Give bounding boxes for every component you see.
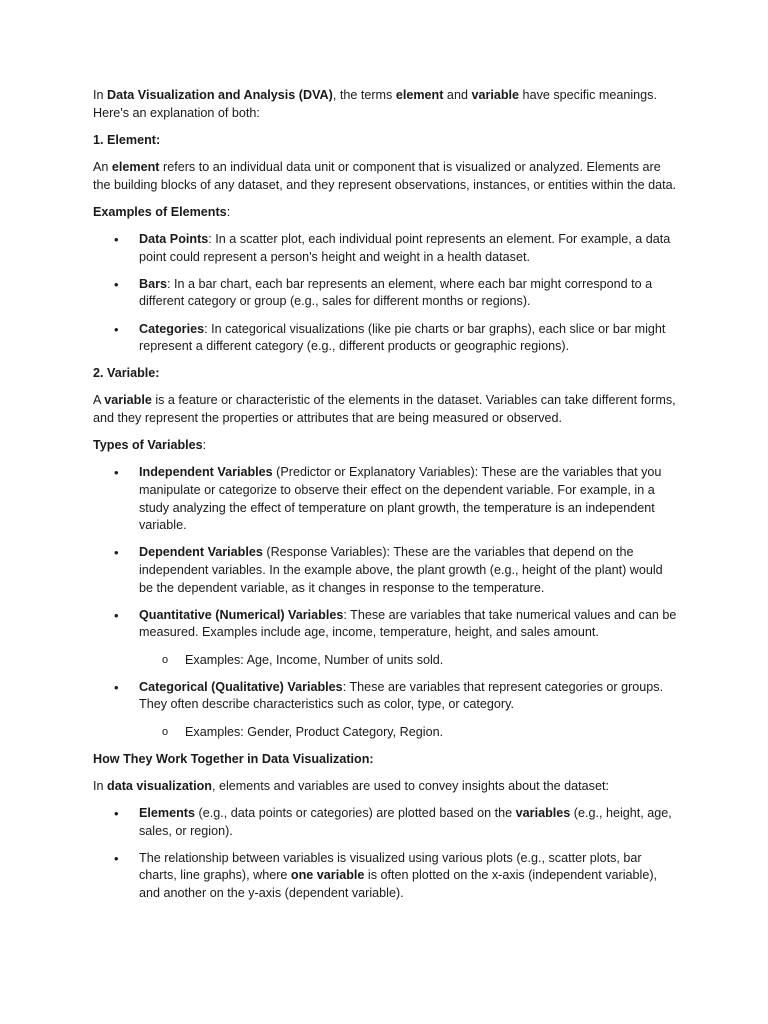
list-item: • Categories: In categorical visualizations (like pie charts or bar graphs), each slice or bar might represent a different category (e.g., different products or geographic regions). [93, 321, 678, 356]
list-item: • Dependent Variables (Response Variables): These are the variables that depend on the independent variables. In the example above, the plant growth (e.g., height of the plant) would be the dependent variable, as it changes in response to the temperature. [93, 544, 678, 597]
list-item: • Data Points: In a scatter plot, each individual point represents an element. For example, a data point could represent a person's height and weight in a health dataset. [93, 231, 678, 266]
together-list [93, 805, 678, 903]
variable-types-list [93, 464, 678, 642]
sub-list [93, 724, 678, 742]
sub-list-item: o Examples: Gender, Product Category, Region. [93, 724, 678, 742]
examples-heading: Examples of Elements: [93, 204, 231, 219]
section-heading-variable: 2. Variable: [93, 366, 160, 381]
together-paragraph: In data visualization, elements and variables are used to convey insights about the dataset: [93, 778, 609, 793]
sub-list-item: o Examples: Age, Income, Number of units sold. [93, 652, 678, 670]
element-definition: An element refers to an individual data unit or component that is visualized or analyzed. Elements are the building blocks of any dataset, and they represent observations, instances, or entities within the data. [93, 159, 677, 192]
term-variable: variable [471, 88, 520, 102]
intro-paragraph: In Data Visualization and Analysis (DVA), the terms element and variable have specific meanings. Here's an explanation of both: [93, 88, 657, 120]
list-item: • Elements (e.g., data points or categories) are plotted based on the variables (e.g., height, age, sales, or region). [93, 805, 678, 840]
list-item: • The relationship between variables is visualized using various plots (e.g., scatter plots, bar charts, line graphs), where one variable is often plotted on the x-axis (independent variable), and another on the y-axis (dependent variable). [93, 850, 678, 903]
list-item: • Categorical (Qualitative) Variables: These are variables that represent categories or groups. They often describe characteristics such as color, type, or category. [93, 679, 678, 714]
list-item: • Quantitative (Numerical) Variables: These are variables that take numerical values and can be measured. Examples include age, income, temperature, height, and sales amount. [93, 607, 678, 642]
section-heading-element: 1. Element: [93, 132, 161, 147]
section-heading-together: How They Work Together in Data Visualization: [93, 751, 374, 766]
variable-types-list-continued [93, 679, 678, 714]
list-item: • Bars: In a bar chart, each bar represents an element, where each bar might correspond to a different category or group (e.g., sales for different months or regions). [93, 276, 678, 311]
sub-list [93, 652, 678, 670]
variable-definition: A variable is a feature or characteristic of the elements in the dataset. Variables can take different forms, and they represent the properties or attributes that are being measured or observed. [93, 393, 676, 426]
term-element: element [395, 88, 444, 102]
list-item: • Independent Variables (Predictor or Explanatory Variables): These are the variables that you manipulate or categorize to observe their effect on the dependent variable. For example, in a study analyzing the effect of temperature on plant growth, the temperature is an independent variable. [93, 464, 678, 534]
element-examples-list [93, 231, 678, 356]
types-heading: Types of Variables: [93, 438, 207, 453]
term-dva: Data Visualization and Analysis (DVA) [107, 88, 333, 102]
